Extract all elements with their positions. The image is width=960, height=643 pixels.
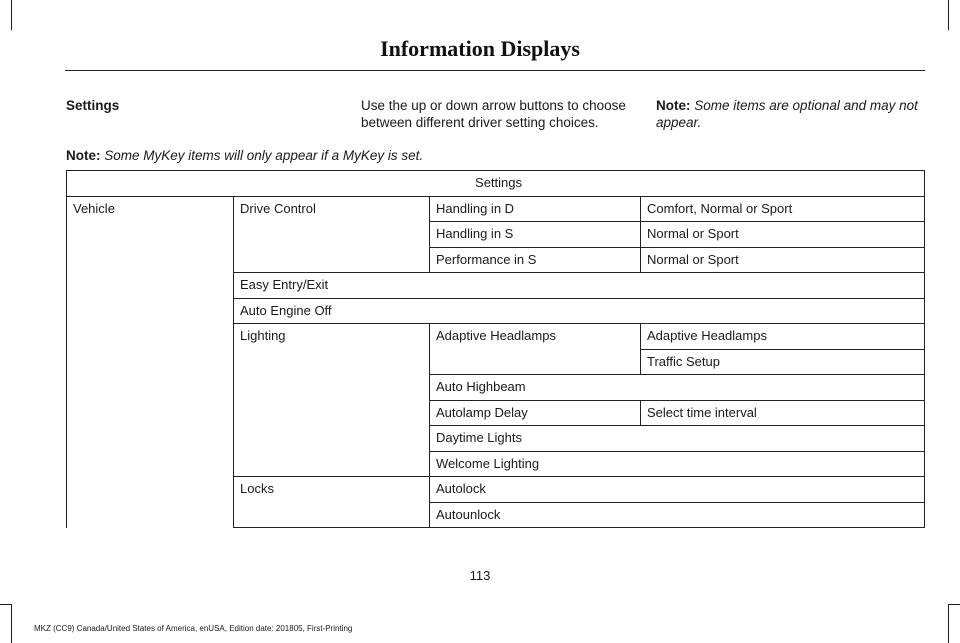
crop-mark xyxy=(948,0,949,30)
settings-description: Use the up or down arrow buttons to choose between different driver setting choices. xyxy=(361,98,626,130)
table-row xyxy=(67,451,925,477)
table-cell: Handling in D xyxy=(430,196,641,222)
table-cell: Daytime Lights xyxy=(430,426,925,452)
table-cell xyxy=(67,375,234,401)
table-cell xyxy=(234,222,430,248)
note-prefix: Note: xyxy=(656,98,691,113)
table-cell xyxy=(234,400,430,426)
table-cell xyxy=(67,222,234,248)
table-cell xyxy=(430,349,641,375)
table-cell xyxy=(67,451,234,477)
table-row xyxy=(67,298,925,324)
table-row xyxy=(67,426,925,452)
table-row xyxy=(67,222,925,248)
note-prefix: Note: xyxy=(66,148,101,163)
table-cell xyxy=(234,349,430,375)
table-cell xyxy=(67,400,234,426)
note-text: Some items are optional and may not appear. xyxy=(656,98,918,130)
table-cell: Adaptive Headlamps xyxy=(430,324,641,350)
table-cell: Comfort, Normal or Sport xyxy=(641,196,925,222)
table-cell xyxy=(67,324,234,350)
table-row xyxy=(67,324,925,350)
table-cell xyxy=(67,247,234,273)
table-cell: Vehicle xyxy=(67,196,234,222)
table-cell xyxy=(67,426,234,452)
table-cell: Welcome Lighting xyxy=(430,451,925,477)
table-cell xyxy=(234,375,430,401)
note-optional xyxy=(656,97,928,131)
table-cell: Traffic Setup xyxy=(641,349,925,375)
table-cell: Handling in S xyxy=(430,222,641,248)
crop-mark xyxy=(11,0,12,30)
table-cell: Auto Highbeam xyxy=(430,375,925,401)
table-cell xyxy=(67,273,234,299)
table-cell xyxy=(67,298,234,324)
table-cell: Locks xyxy=(234,477,430,503)
table-cell: Normal or Sport xyxy=(641,247,925,273)
table-cell: Autolock xyxy=(430,477,925,503)
table-row xyxy=(67,477,925,503)
table-cell: Easy Entry/Exit xyxy=(234,273,925,299)
table-row xyxy=(67,273,925,299)
table-cell: Lighting xyxy=(234,324,430,350)
table-header: Settings xyxy=(67,171,925,197)
table-cell xyxy=(67,349,234,375)
table-cell: Drive Control xyxy=(234,196,430,222)
table-cell xyxy=(67,502,234,528)
table-cell xyxy=(234,502,430,528)
note-mykey xyxy=(66,148,423,163)
table-header-row xyxy=(67,171,925,197)
table-row xyxy=(67,502,925,528)
table-cell xyxy=(234,451,430,477)
table-cell: Normal or Sport xyxy=(641,222,925,248)
table-cell: Adaptive Headlamps xyxy=(641,324,925,350)
table-row xyxy=(67,375,925,401)
footer-edition: MKZ (CC9) Canada/United States of America, enUSA, Edition date: 201805, First-Printing xyxy=(34,624,353,633)
table-cell xyxy=(67,477,234,503)
table-cell xyxy=(234,426,430,452)
table-row xyxy=(67,196,925,222)
crop-mark xyxy=(948,604,949,643)
page-number: 113 xyxy=(469,568,491,583)
crop-mark xyxy=(11,604,12,643)
crop-mark xyxy=(948,604,960,605)
table-cell: Autounlock xyxy=(430,502,925,528)
table-cell: Autolamp Delay xyxy=(430,400,641,426)
settings-table xyxy=(66,170,925,528)
note-text: Some MyKey items will only appear if a MyKey is set. xyxy=(104,148,424,163)
table-cell xyxy=(234,247,430,273)
settings-label: Settings xyxy=(66,98,120,113)
table-cell: Performance in S xyxy=(430,247,641,273)
table-row xyxy=(67,400,925,426)
table-cell: Auto Engine Off xyxy=(234,298,925,324)
table-cell: Select time interval xyxy=(641,400,925,426)
table-row xyxy=(67,247,925,273)
header-divider xyxy=(65,70,925,71)
table-row xyxy=(67,349,925,375)
page-title: Information Displays xyxy=(380,36,580,61)
